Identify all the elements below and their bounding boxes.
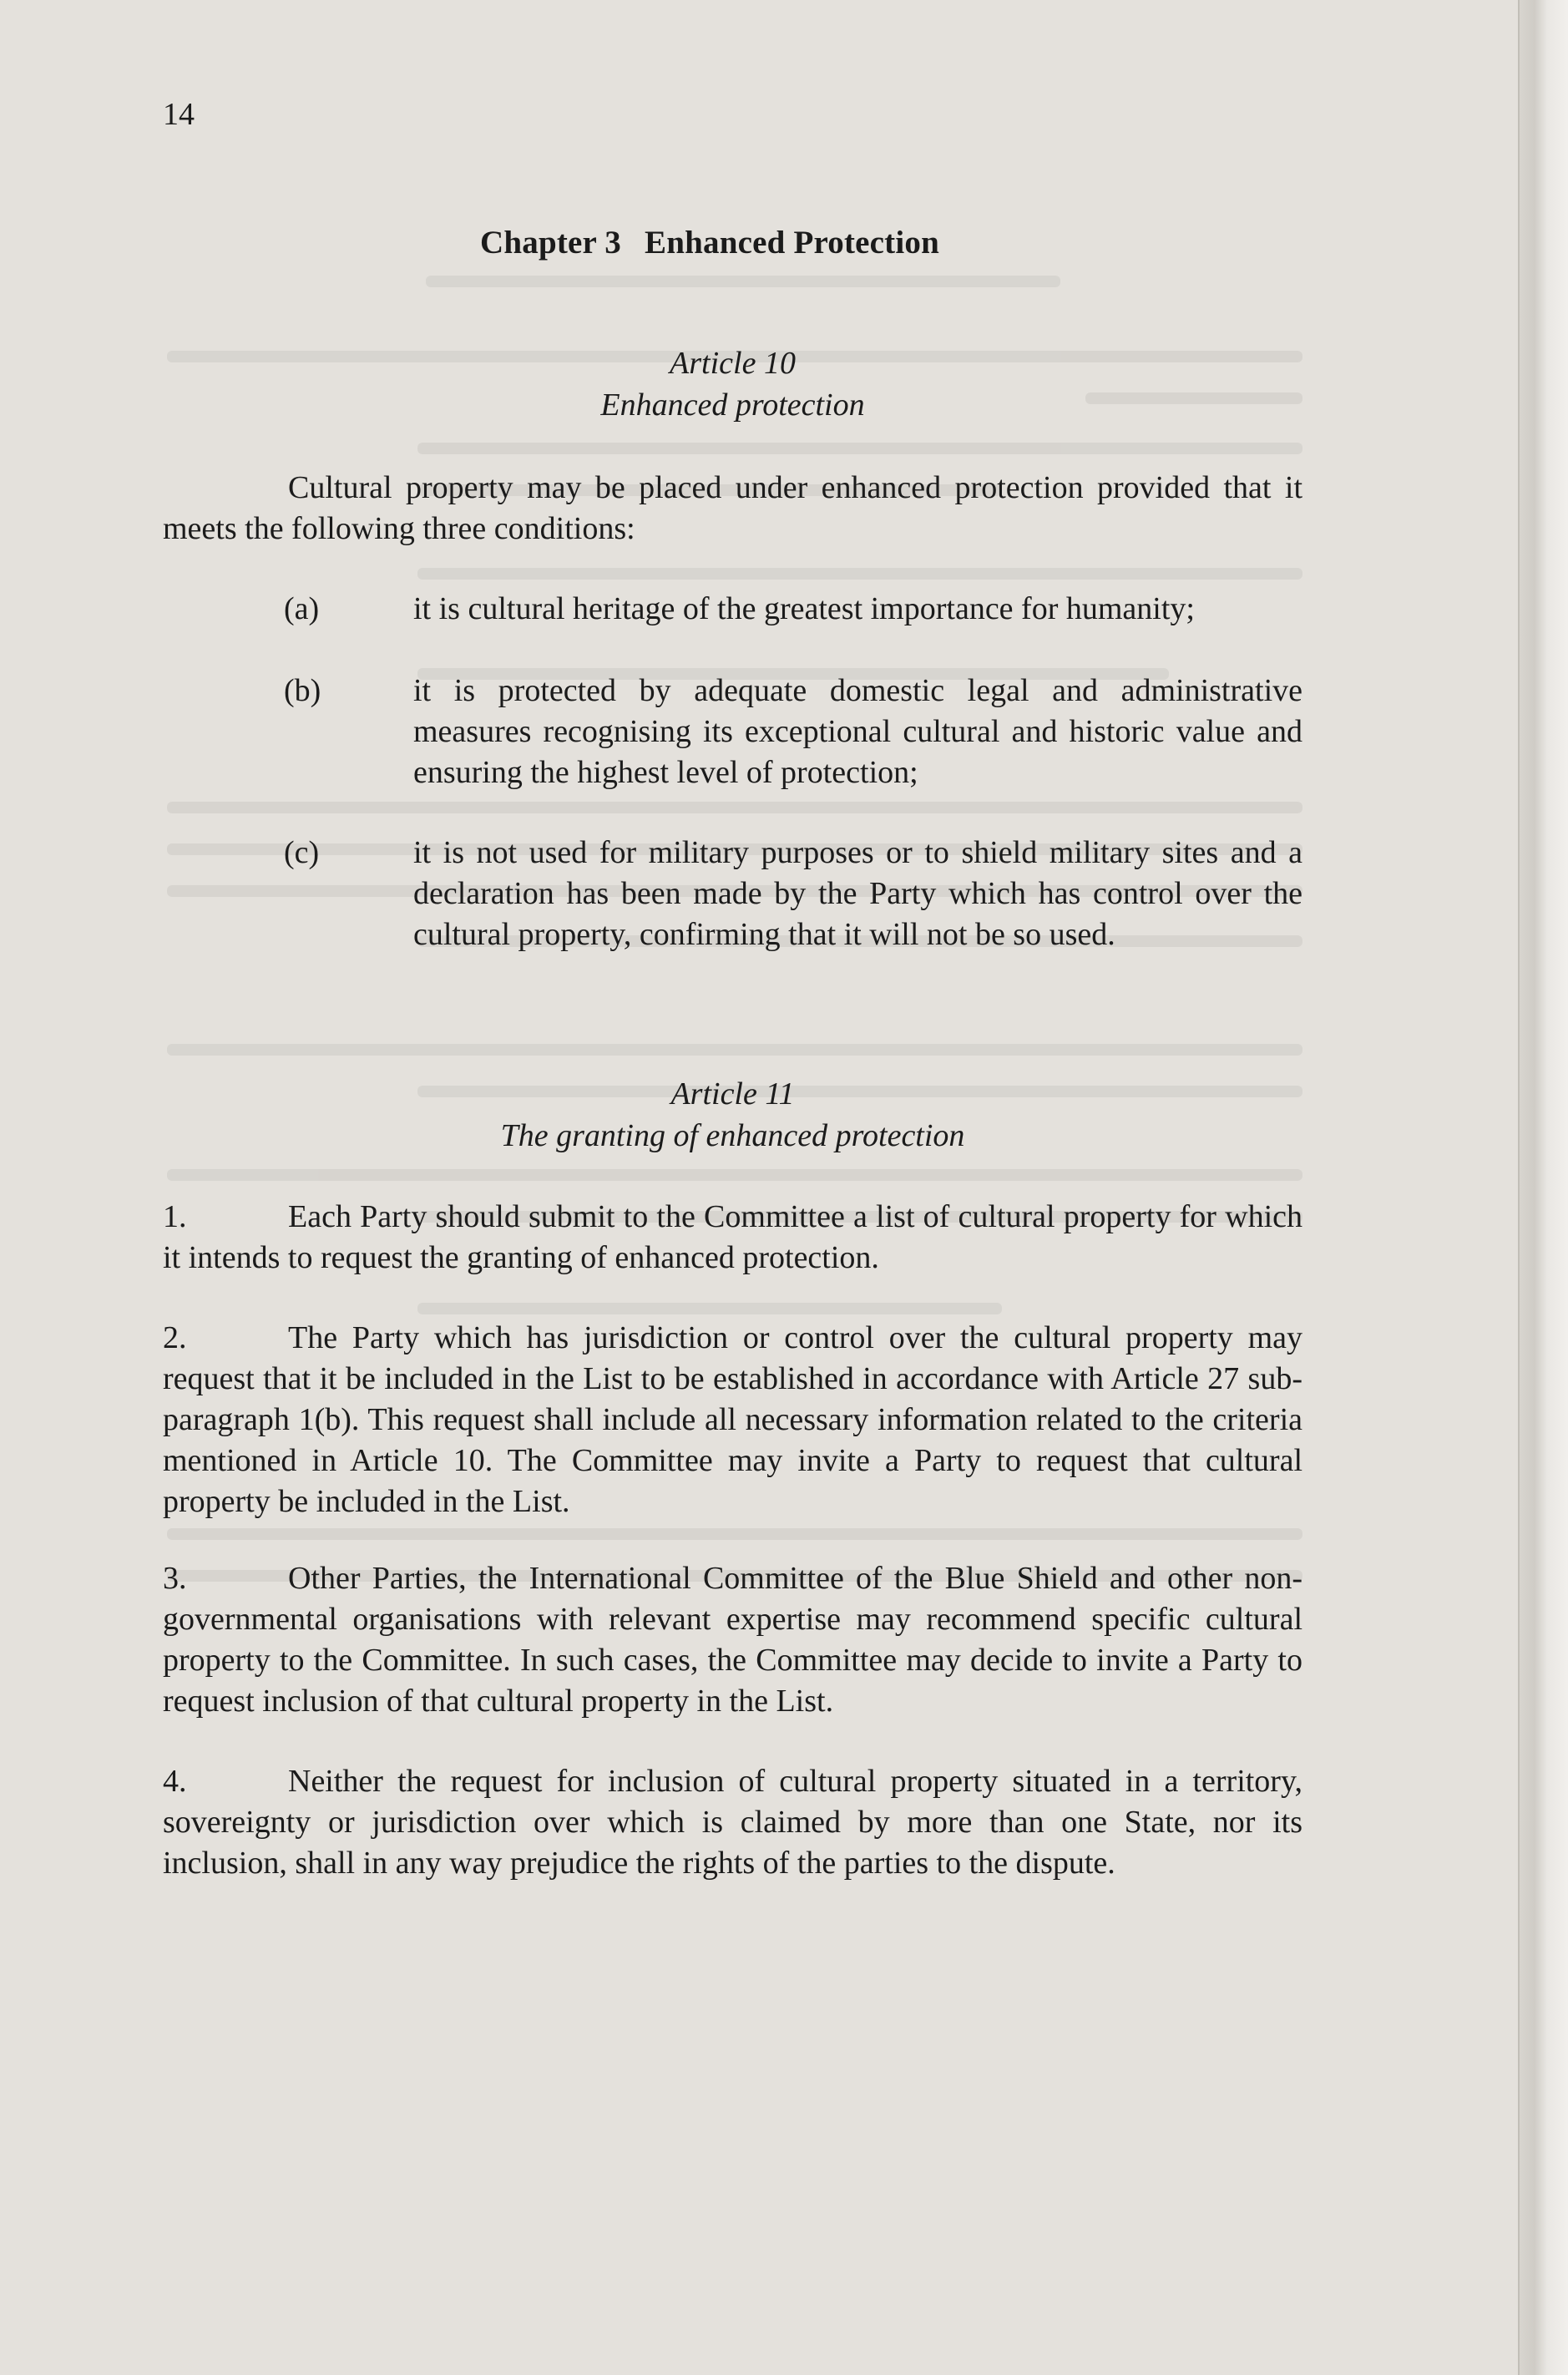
paragraph-number: 3. [163,1561,187,1596]
paragraph-text: Neither the request for inclusion of cultural property situated in a territory, sovereignty or jurisdiction over which is claimed by more than one State, nor its inclusion, shall in any way prejudice the rights of the parties to the dispute. [163,1764,1302,1881]
condition-text: it is protected by adequate domestic legal and administrative measures recognising its exceptional cultural and historic value and ensuring the highest level of protection; [413,673,1302,790]
book-spine-edge [1518,0,1568,2375]
chapter-number: Chapter 3 [480,225,621,261]
paragraph-text: The Party which has jurisdiction or control over the cultural property may request that it be included in the List to be established in accordance with Article 27 sub-paragraph 1(b). This request shall include all necessary information related to the criteria mentioned in Article 10. The Committee may invite a Party to request that cultural property be included in the List. [163,1320,1302,1519]
article-10-label: Article 10 [670,346,796,381]
article-11-title: The granting of enhanced protection [500,1118,965,1153]
chapter-title: Enhanced Protection [645,225,939,261]
paragraph-number: 2. [163,1320,187,1355]
chapter-heading [480,224,939,261]
article-11-label: Article 11 [670,1076,795,1112]
page-number: 14 [163,97,195,132]
paragraph-text: Other Parties, the International Committee of the Blue Shield and other non-governmental organisations with relevant expertise may recommend specific cultural property to the Committee. In such cases, the Committee may decide to invite a Party to request inclusion of that cultural property in the List. [163,1561,1302,1719]
condition-label: (a) [284,591,320,626]
article-11-heading [163,1073,1302,1157]
paragraph-number: 4. [163,1764,187,1799]
article-11-paragraph-4 [163,1761,1302,1884]
condition-label: (c) [284,835,320,870]
article-10-heading [163,342,1302,426]
article-10-intro: Cultural property may be placed under enhanced protection provided that it meets the following three conditions: [163,470,1302,546]
paragraph-number: 1. [163,1199,187,1234]
condition-text: it is cultural heritage of the greatest importance for humanity; [413,591,1195,626]
article-11-paragraph-1 [163,1197,1302,1279]
article-11-paragraph-3 [163,1558,1302,1722]
paragraph-text: Each Party should submit to the Committee a list of cultural property for which it intends to request the granting of enhanced protection. [163,1199,1302,1275]
condition-text: it is not used for military purposes or to shield military sites and a declaration has been made by the Party which has control over the cultural property, confirming that it will not be so used. [413,835,1302,952]
condition-label: (b) [284,673,321,708]
article-10-title: Enhanced protection [600,387,865,423]
article-11-paragraph-2 [163,1318,1302,1522]
